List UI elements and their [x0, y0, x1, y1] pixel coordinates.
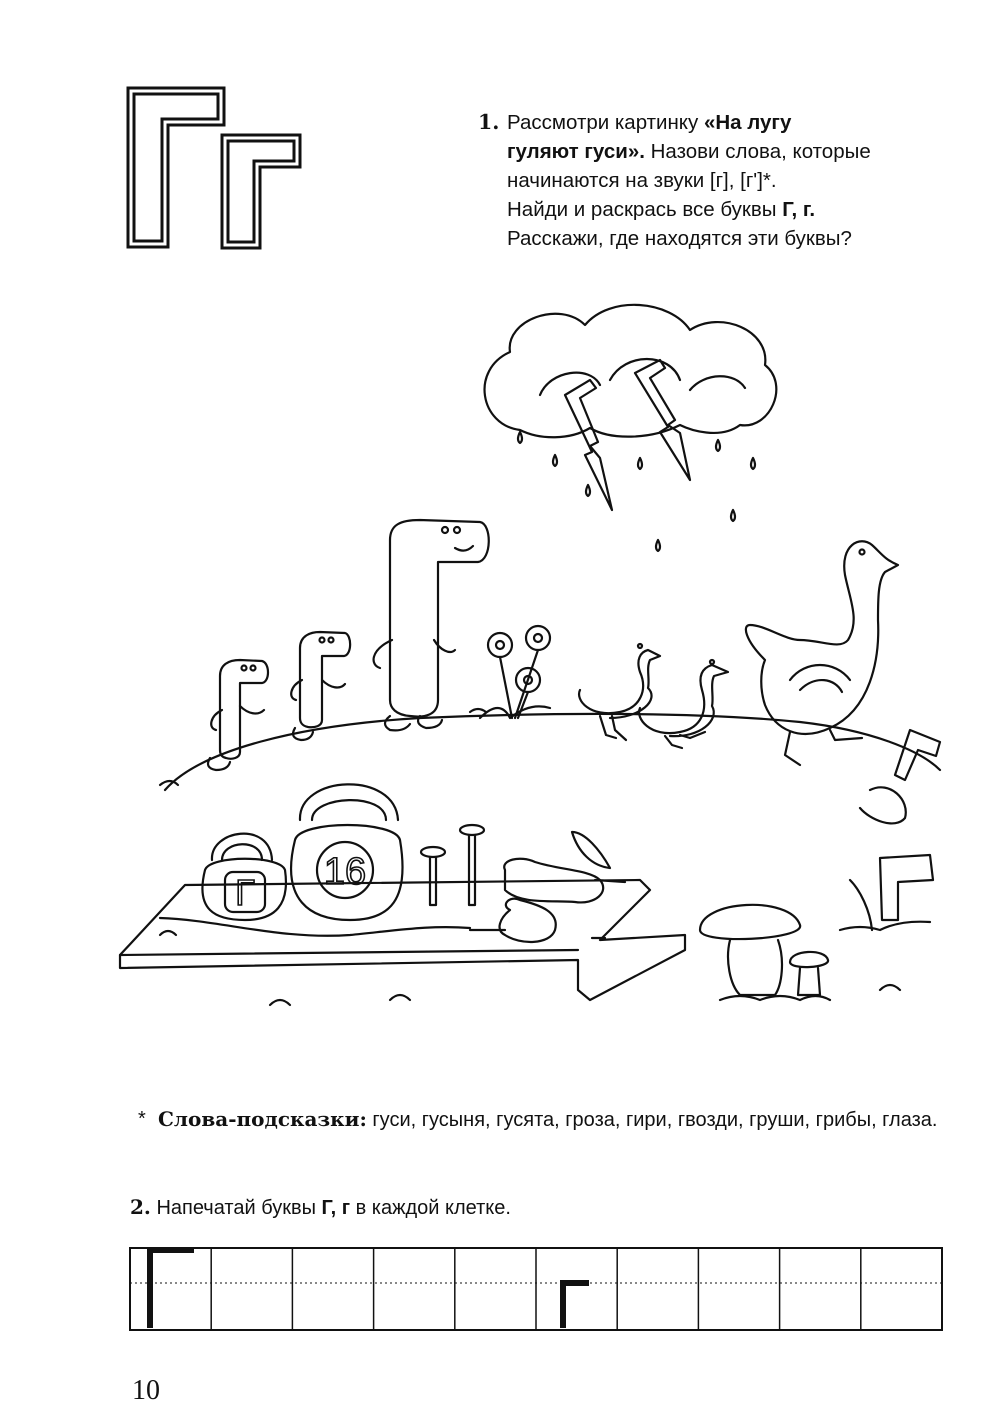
grid-cell[interactable]	[861, 1248, 942, 1330]
task-1-title-part2: гуляют гуси».	[507, 140, 645, 163]
grid-cell[interactable]	[374, 1248, 455, 1330]
kettlebell-small-label: Г	[235, 872, 255, 913]
task-1-letters: Г, г.	[782, 198, 816, 221]
task-2-number: 2.	[130, 1195, 151, 1219]
page-number: 10	[132, 1375, 160, 1406]
task-1-line4: Найди и раскрась все буквы	[507, 198, 783, 221]
grid-cell[interactable]	[292, 1248, 373, 1330]
grid-cell[interactable]	[536, 1248, 617, 1330]
grid-cell[interactable]	[617, 1248, 698, 1330]
task-1-line5: Расскажи, где находятся эти буквы?	[507, 227, 852, 250]
task-1-title-part1: «На лугу	[703, 111, 792, 134]
task-2-text: Напечатай буквы	[150, 1197, 322, 1219]
grid-cell[interactable]	[455, 1248, 536, 1330]
grid-cell[interactable]	[130, 1248, 211, 1330]
grid-cell[interactable]	[211, 1248, 292, 1330]
grid-cell[interactable]	[780, 1248, 861, 1330]
task-1-line3: начинаются на звуки [г], [г']*.	[507, 169, 777, 192]
footnote-star: *	[138, 1108, 146, 1130]
hint-label: Слова-подсказки:	[158, 1107, 367, 1131]
task-2-letters: Г, г	[321, 1197, 351, 1219]
task-2-text-end: в каждой клетке.	[350, 1197, 511, 1219]
task-1-line2: Назови слова, которые	[644, 140, 871, 163]
task-1-number: 1.	[478, 110, 500, 134]
kettlebell-big-label: 16	[323, 851, 367, 893]
task-1-line1: Рассмотри картинку	[507, 111, 704, 134]
hint-text: гуси, гусыня, гусята, гроза, гири, гвозди, груши, грибы, глаза.	[366, 1109, 938, 1131]
grid-cell[interactable]	[698, 1248, 779, 1330]
